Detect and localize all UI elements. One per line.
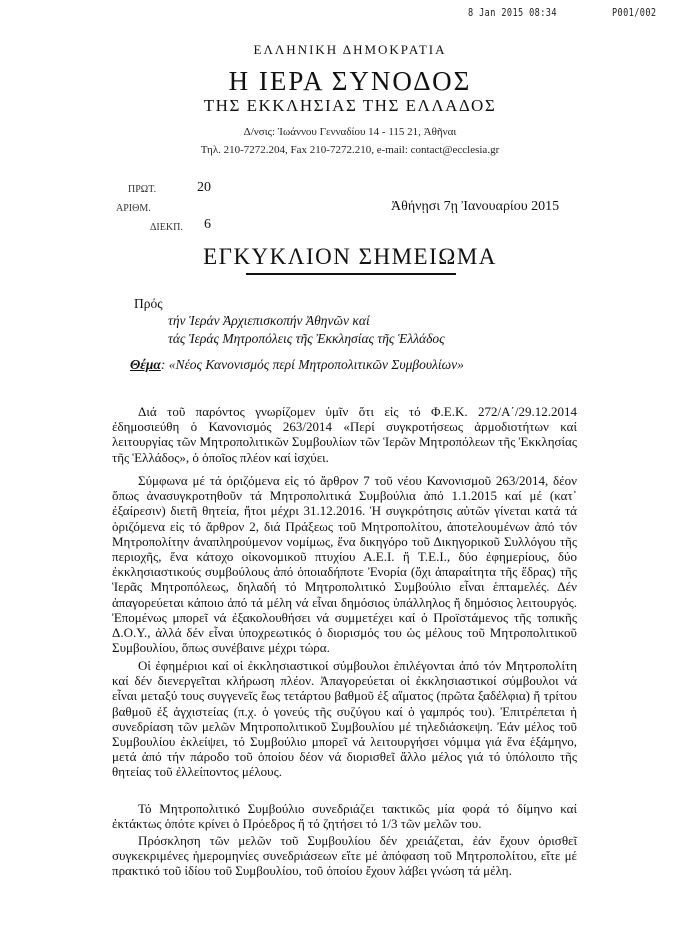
paragraph-5: Πρόσκληση τῶν μελῶν τοῦ Συμβουλίου δέν χρειάζεται, ἐάν ἔχουν ὁρισθεῖ συγκεκριμένες ἡμερομηνίες συνεδριάσεων εἴτε μέ ἀπόφαση τοῦ Μητροπολίτου, εἴτε μέ πρακτικό τοῦ ἰδίου τοῦ Συμβουλίου, τοῦ ὁποίου ἔχουν λάβει γνώση τά μέλη. xyxy=(112,833,577,879)
subject-label: Θέμα xyxy=(130,357,161,372)
church-heading: ΤΗΣ ΕΚΚΛΗΣΙΑΣ ΤΗΣ ΕΛΛΑΔΟΣ xyxy=(203,96,497,115)
paragraph-1: Διά τοῦ παρόντος γνωρίζομεν ὑμῖν ὅτι εἰς τό Φ.Ε.Κ. 272/Α΄/29.12.2014 ἐδημοσιεύθη ὁ Κανονισμός 263/2014 «Περί συγκροτήσεως ἁρμοδιοτήτων καί λειτουργίας τῶν Μητροπολιτικῶν Συμβουλίων τῶν Ἱερῶν Μητροπόλεων τῆς Ἐκκλησίας τῆς Ἑλλάδος», ὁ ὁποῖος πλέον καί ἰσχύει. xyxy=(112,404,577,465)
recipient-line-2: τάς Ἱεράς Μητροπόλεις τῆς Ἐκκλησίας τῆς Ἑλλάδος xyxy=(168,331,445,346)
prot-label: ΠΡΩΤ. xyxy=(128,184,157,195)
paragraph-3: Οἱ ἐφημέριοι καί οἱ ἐκκλησιαστικοί σύμβουλοι ἐπιλέγονται ἀπό τόν Μητροπολίτη καί δέν διενεργεῖται κλήρωση πλέον. Ἀπαγορεύεται οἱ ἐκκλησιαστικοί σύμβουλοι νά εἶναι μεταξύ τους συγγενεῖς ἕως τετάρτου βαθμοῦ ἐξ αἵματος (πρῶτα ξαδέλφια) ἤ τρίτου βαθμοῦ ἐξ ἀγχιστείας (π.χ. ὁ γονεύς τῆς συζύγου καί ὁ γαμπρός του). Ἐπιτρέπεται ἡ συνεδρίαση τῶν μελῶν Μητροπολιτικοῦ Συμβουλίου μέ τηλεδιάσκεψη. Ἐάν μέλος τοῦ Συμβουλίου ἐκλείψει, τό Συμβούλιο μπορεῖ νά λειτουργήσει νόμιμα γιά ἕνα ἑξάμηνο, μετά ἀπό τήν πάροδο τοῦ ὁποίου δέον νά διορισθεῖ ἄλλο μέλος γιά τό ὑπόλοιπο τῆς θητείας τοῦ ἐλλείποντος μέλους. xyxy=(112,658,577,780)
document-date: Ἀθήνῃσι 7ῃ Ἰανουαρίου 2015 xyxy=(391,199,560,214)
title-underline xyxy=(246,273,456,275)
contact-line: Τηλ. 210-7272.204, Fax 210-7272.210, e-mail: contact@ecclesia.gr xyxy=(200,144,500,156)
arith-label: ΑΡΙΘΜ. xyxy=(116,203,151,214)
subject-text: : «Νέος Κανονισμός περί Μητροπολιτικῶν Συμβουλίων» xyxy=(160,357,464,372)
document-title: ΕΓΚΥΚΛΙΟΝ ΣΗΜΕΙΩΜΑ xyxy=(203,244,497,269)
synod-heading: Η ΙΕΡΑ ΣΥΝΟΔΟΣ xyxy=(228,66,472,96)
diekp-label: ΔΙΕΚΠ. xyxy=(150,222,183,233)
prot-value: 20 xyxy=(197,180,211,195)
address-line: Δ/νσις: Ἰωάννου Γενναδίου 14 - 115 21, Ἀθῆναι xyxy=(243,126,457,138)
subject-line xyxy=(130,357,464,373)
diekp-value: 6 xyxy=(204,217,211,232)
recipient-line-1: τήν Ἱεράν Ἀρχιεπισκοπήν Ἀθηνῶν καί xyxy=(168,313,370,328)
recipient-label: Πρός xyxy=(134,296,163,311)
fax-page-code: P001/002 xyxy=(612,6,657,19)
fax-datetime: 8 Jan 2015 08:34 xyxy=(468,6,557,19)
republic-heading: ΕΛΛΗΝΙΚΗ ΔΗΜΟΚΡΑΤΙΑ xyxy=(253,42,447,57)
paragraph-4: Τό Μητροπολιτικό Συμβούλιο συνεδριάζει τακτικῶς μία φορά τό δίμηνο καί ἐκτάκτως ὁπότε κρίνει ὁ Πρόεδρος ἤ τό ζητήσει τό 1/3 τῶν μελῶν του. xyxy=(112,801,577,832)
paragraph-2: Σύμφωνα μέ τά ὁριζόμενα εἰς τό ἄρθρον 7 τοῦ νέου Κανονισμοῦ 263/2014, δέον ὅπως ἀνασυγκροτηθοῦν τά Μητροπολιτικά Συμβούλια ἀπό 1.1.2015 καί μέ (κατ᾽ ἐξαίρεσιν) διετῆ θητεία, ἤτοι μέχρι 31.12.2016. Ἡ συγκρότησις αὐτῶν γίνεται κατά τά ὁριζόμενα εἰς τό ἄρθρον 2, διά Πράξεως τοῦ Μητροπολίτου, ἀποτελουμένων ἀπό τόν Μητροπολίτην ἀναπληρούμενον νομίμως, ἕνα δικηγόρο τοῦ Δικηγορικοῦ Συλλόγου τῆς περιοχῆς, ἕνα κάτοχο οἰκονομικοῦ πτυχίου Α.Ε.Ι. ἤ Τ.Ε.Ι., δύο ἐφημερίους, δύο ἐκκλησιαστικούς συμβούλους ἀπό ὁποιαδήποτε Ἐνορία (ὄχι ἀπαραίτητα τῆς ἕδρας) τῆς Ἱερᾶς Μητροπόλεως, δηλαδή τό Μητροπολιτικό Συμβούλιο εἶναι ἑπταμελές. Δέν ἀπαγορεύεται κάποιο ἀπό τά μέλη νά εἶναι δημόσιος ὑπάλληλος ἤ δημόσιος λειτουργός. Ἐπομένως μπορεῖ νά ἐξακολουθήσει νά συμμετέχει καί ὁ Προϊστάμενος τῆς τοπικῆς Δ.Ο.Υ., ἀλλά δέν εἶναι ὑποχρεωτικός ὁ διορισμός του ὡς μέλους τοῦ Μητροπολιτικοῦ Συμβουλίου, ὅπως συνέβαινε μέχρι τώρα. xyxy=(112,473,577,656)
